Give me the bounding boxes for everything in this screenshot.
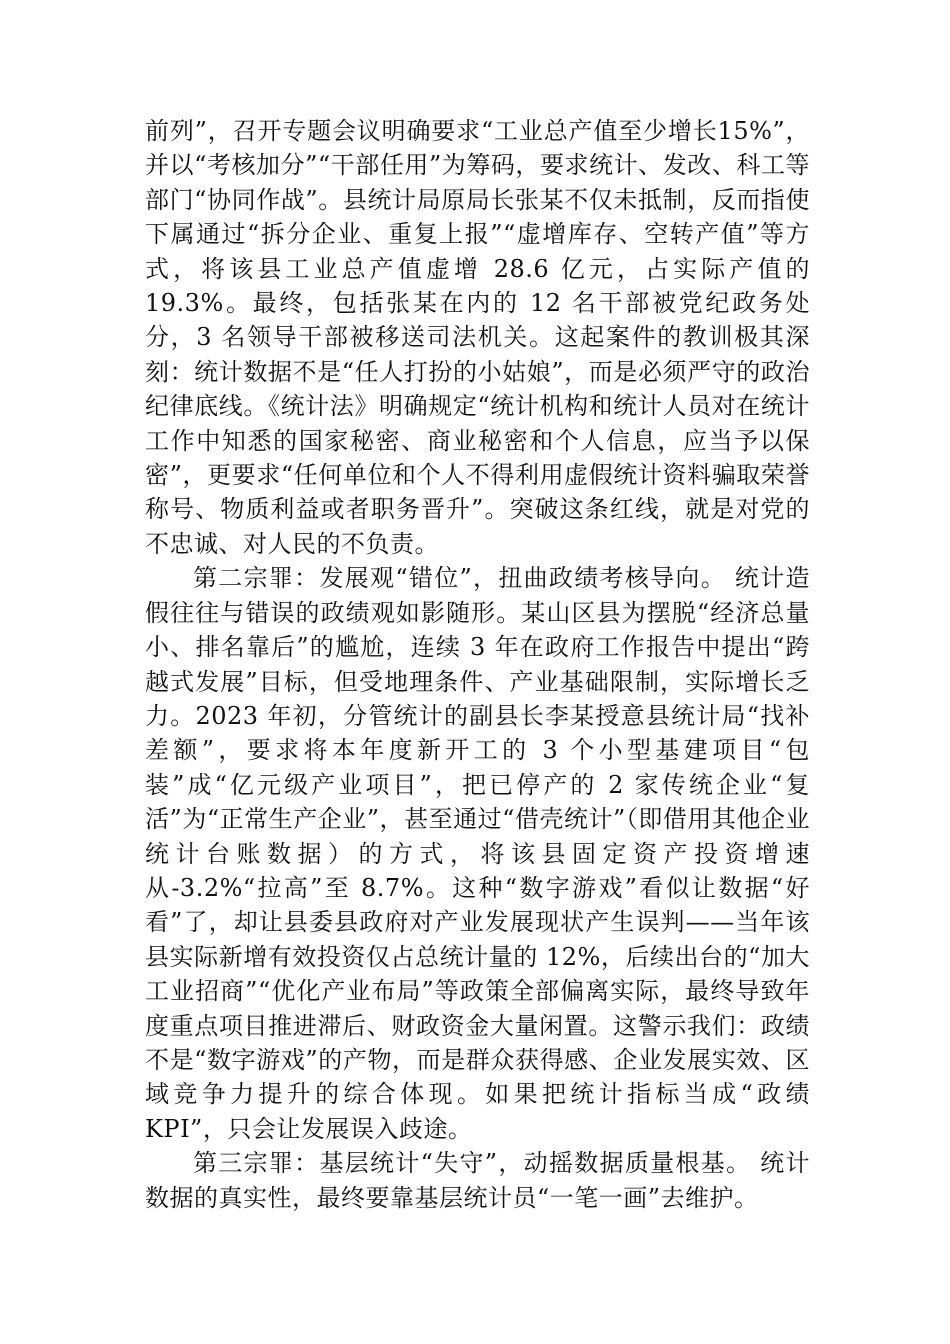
document-body — [145, 114, 810, 1215]
paragraph-third-sin: 第三宗罪：基层统计“失守”，动摇数据质量根基。 统计数据的真实性，最终要靠基层统计员“一笔一画”去维护。 — [145, 1149, 810, 1212]
paragraph-second-sin: 第二宗罪：发展观“错位”，扭曲政绩考核导向。 统计造假往往与错误的政绩观如影随形。某山区县为摆脱“经济总量小、排名靠后”的尴尬，连续 3 年在政府工作报告中提出“跨越式发展”目标，但受地理条件、产业基础限制，实际增长乏力。2023 年初，分管统计的副县长李某授意县统计局“找补差额”，要求将本年度新开工的 3 个小型基建项目“包装”成“亿元级产业项目”，把已停产的 2 家传统企业“复活”为“正常生产企业”，甚至通过“借壳统计”（即借用其他企业统计台账数据）的方式，将该县固定资产投资增速从-3.2%“拉高”至 8.7%。这种“数字游戏”看似让数据“好看”了，却让县委县政府对产业发展现状产生误判——当年该县实际新增有效投资仅占总统计量的 12%，后续出台的“加大工业招商”“优化产业布局”等政策全部偏离实际，最终导致年度重点项目推进滞后、财政资金大量闲置。这警示我们：政绩不是“数字游戏”的产物，而是群众获得感、企业发展实效、区域竞争力提升的综合体现。如果把统计指标当成“政绩 KPI”，只会让发展误入歧途。 — [145, 564, 810, 1143]
paragraph-continuation: 前列”，召开专题会议明确要求“工业总产值至少增长15%”，并以“考核加分”“干部任用”为筹码，要求统计、发改、科工等部门“协同作战”。县统计局原局长张某不仅未抵制，反而指使下属通过“拆分企业、重复上报”“虚增库存、空转产值”等方式，将该县工业总产值虚增 28.6 亿元，占实际产值的 19.3%。最终，包括张某在内的 12 名干部被党纪政务处分，3 名领导干部被移送司法机关。这起案件的教训极其深刻：统计数据不是“任人打扮的小姑娘”，而是必须严守的政治纪律底线。《统计法》明确规定“统计机构和统计人员对在统计工作中知悉的国家秘密、商业秘密和个人信息，应当予以保密”，更要求“任何单位和个人不得利用虚假统计资料骗取荣誉称号、物质利益或者职务晋升”。突破这条红线，就是对党的不忠诚、对人民的不负责。 — [145, 117, 810, 558]
